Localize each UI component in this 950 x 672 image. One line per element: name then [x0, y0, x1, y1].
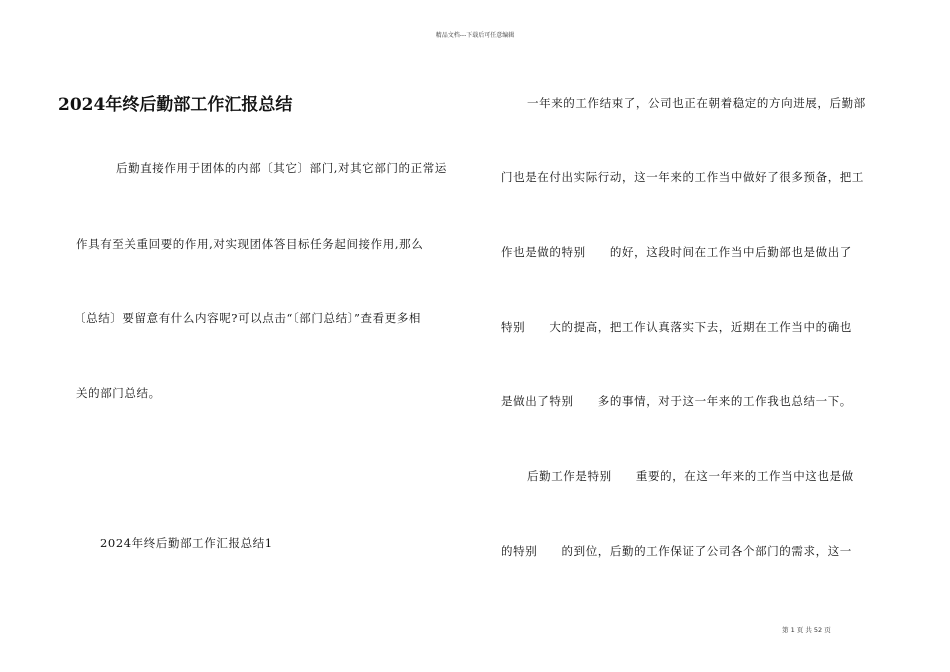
- section-subheading: 2024年终后勤部工作汇报总结1: [100, 536, 273, 550]
- document-header-note: 精品文档---下载后可任意编辑: [435, 32, 515, 39]
- body-line-6: 后勤工作是特别 重要的，在这一年来的工作当中这也是做: [527, 469, 854, 483]
- document-title: 2024年终后勤部工作汇报总结: [58, 95, 293, 115]
- page-number: 第 1 页 共 52 页: [782, 626, 831, 634]
- body-line-7: 的特别 的到位，后勤的工作保证了公司各个部门的需求，这一: [501, 544, 852, 558]
- intro-line-1: 后勤直接作用于团体的内部〔其它〕部门,对其它部门的正常运: [116, 161, 447, 175]
- intro-line-3: 〔总结〕要留意有什么内容呢?可以点击“〔部门总结〕”查看更多相: [74, 311, 422, 325]
- body-line-5: 是做出了特别 多的事情，对于这一年来的工作我也总结一下。: [501, 394, 852, 408]
- body-line-1: 一年来的工作结束了，公司也正在朝着稳定的方向进展，后勤部: [527, 96, 866, 110]
- body-line-4: 特别 大的提高，把工作认真落实下去，近期在工作当中的确也: [501, 320, 852, 334]
- intro-line-2: 作具有至关重回要的作用,对实现团体答目标任务起间接作用,那么: [76, 237, 424, 251]
- intro-line-4: 关的部门总结。: [76, 386, 161, 400]
- body-line-2: 门也是在付出实际行动，这一年来的工作当中做好了很多预备，把工: [501, 170, 864, 184]
- body-line-3: 作也是做的特别 的好，这段时间在工作当中后勤部也是做出了: [501, 245, 852, 259]
